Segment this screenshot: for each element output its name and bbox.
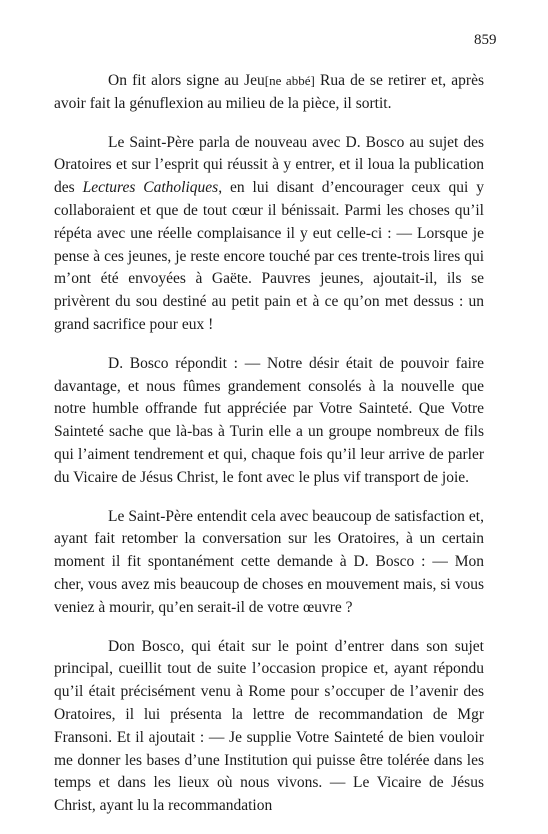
paragraph-pope-question: Le Saint-Père entendit cela avec beaucoup de satisfaction et, ayant fait retomber la conversation sur les Oratoires, à un certain moment il fit spontanément cette demande à D. Bosco : — Mon cher, vous avez mis beaucoup de choses en mouvement mais, si vous veniez à mourir, qu’en serait-il de votre œuvre ? <box>54 507 484 616</box>
paragraph-text: Le Saint-Père parla de nouveau avec D. Bosco au sujet des Oratoires et sur l’esprit qui réussit à y entrer, et il loua la publication des <box>54 133 484 197</box>
paragraph-bosco-reply: D. Bosco répondit : — Notre désir était de pouvoir faire davantage, et nous fûmes grandement consolés à la nouvelle que notre humble offrande fut appréciée par Votre Sainteté. Que Votre Sainteté sache que là-bas à Turin elle a un groupe nombreux de fils qui l’aiment tendrement et qui, chaque fois qu’il leur arrive de parler du Vicaire de Jésus Christ, le font avec le plus vif transport de joie. <box>54 354 484 486</box>
publication-title: Lectures Catholiques <box>82 179 219 197</box>
paragraph-genuflexion <box>54 70 484 116</box>
paragraph-oratoires <box>54 132 484 337</box>
editorial-note: [ne abbé] <box>264 73 315 88</box>
paragraph-text: , en lui disant d’encourager ceux qui y collaboraient et que de tout cœur il bénissait. Parmi les choses qu’il répéta avec une réelle complaisance il y eut celle-ci : — Lorsque je pense à ces jeunes, je reste encore touché par ces trente-trois lires qui m’ont été envoyées à Gaëte. Pauvres jeunes, ajoutait-il, ils se privèrent du sou destiné au petit pain et à ce qu’on met dessus : un grand sacrifice pour eux ! <box>54 179 484 333</box>
page-number: 859 <box>474 32 497 48</box>
paragraph-text: On fit alors signe au Jeu <box>108 72 265 89</box>
paragraph-text: Rua de se retirer et, après avoir fait la génuflexion au milieu de la pièce, il sortit. <box>54 72 485 112</box>
paragraph-recommendation: Don Bosco, qui était sur le point d’entrer dans son sujet principal, cueillit tout de suite l’occasion propice et, ayant répondu qu’il était précisément venu à Rome pour s’occuper de l’avenir des Oratoires, il lui présenta la lettre de recommandation de Mgr Fransoni. Et il ajoutait : — Je supplie Votre Sainteté de bien vouloir me donner les bases d’une Institution qui puisse être tolérée dans les temps et dans les lieux où nous vivons. — Le Vicaire de Jésus Christ, ayant lu la recommandation <box>54 637 484 815</box>
page-body <box>54 70 484 834</box>
